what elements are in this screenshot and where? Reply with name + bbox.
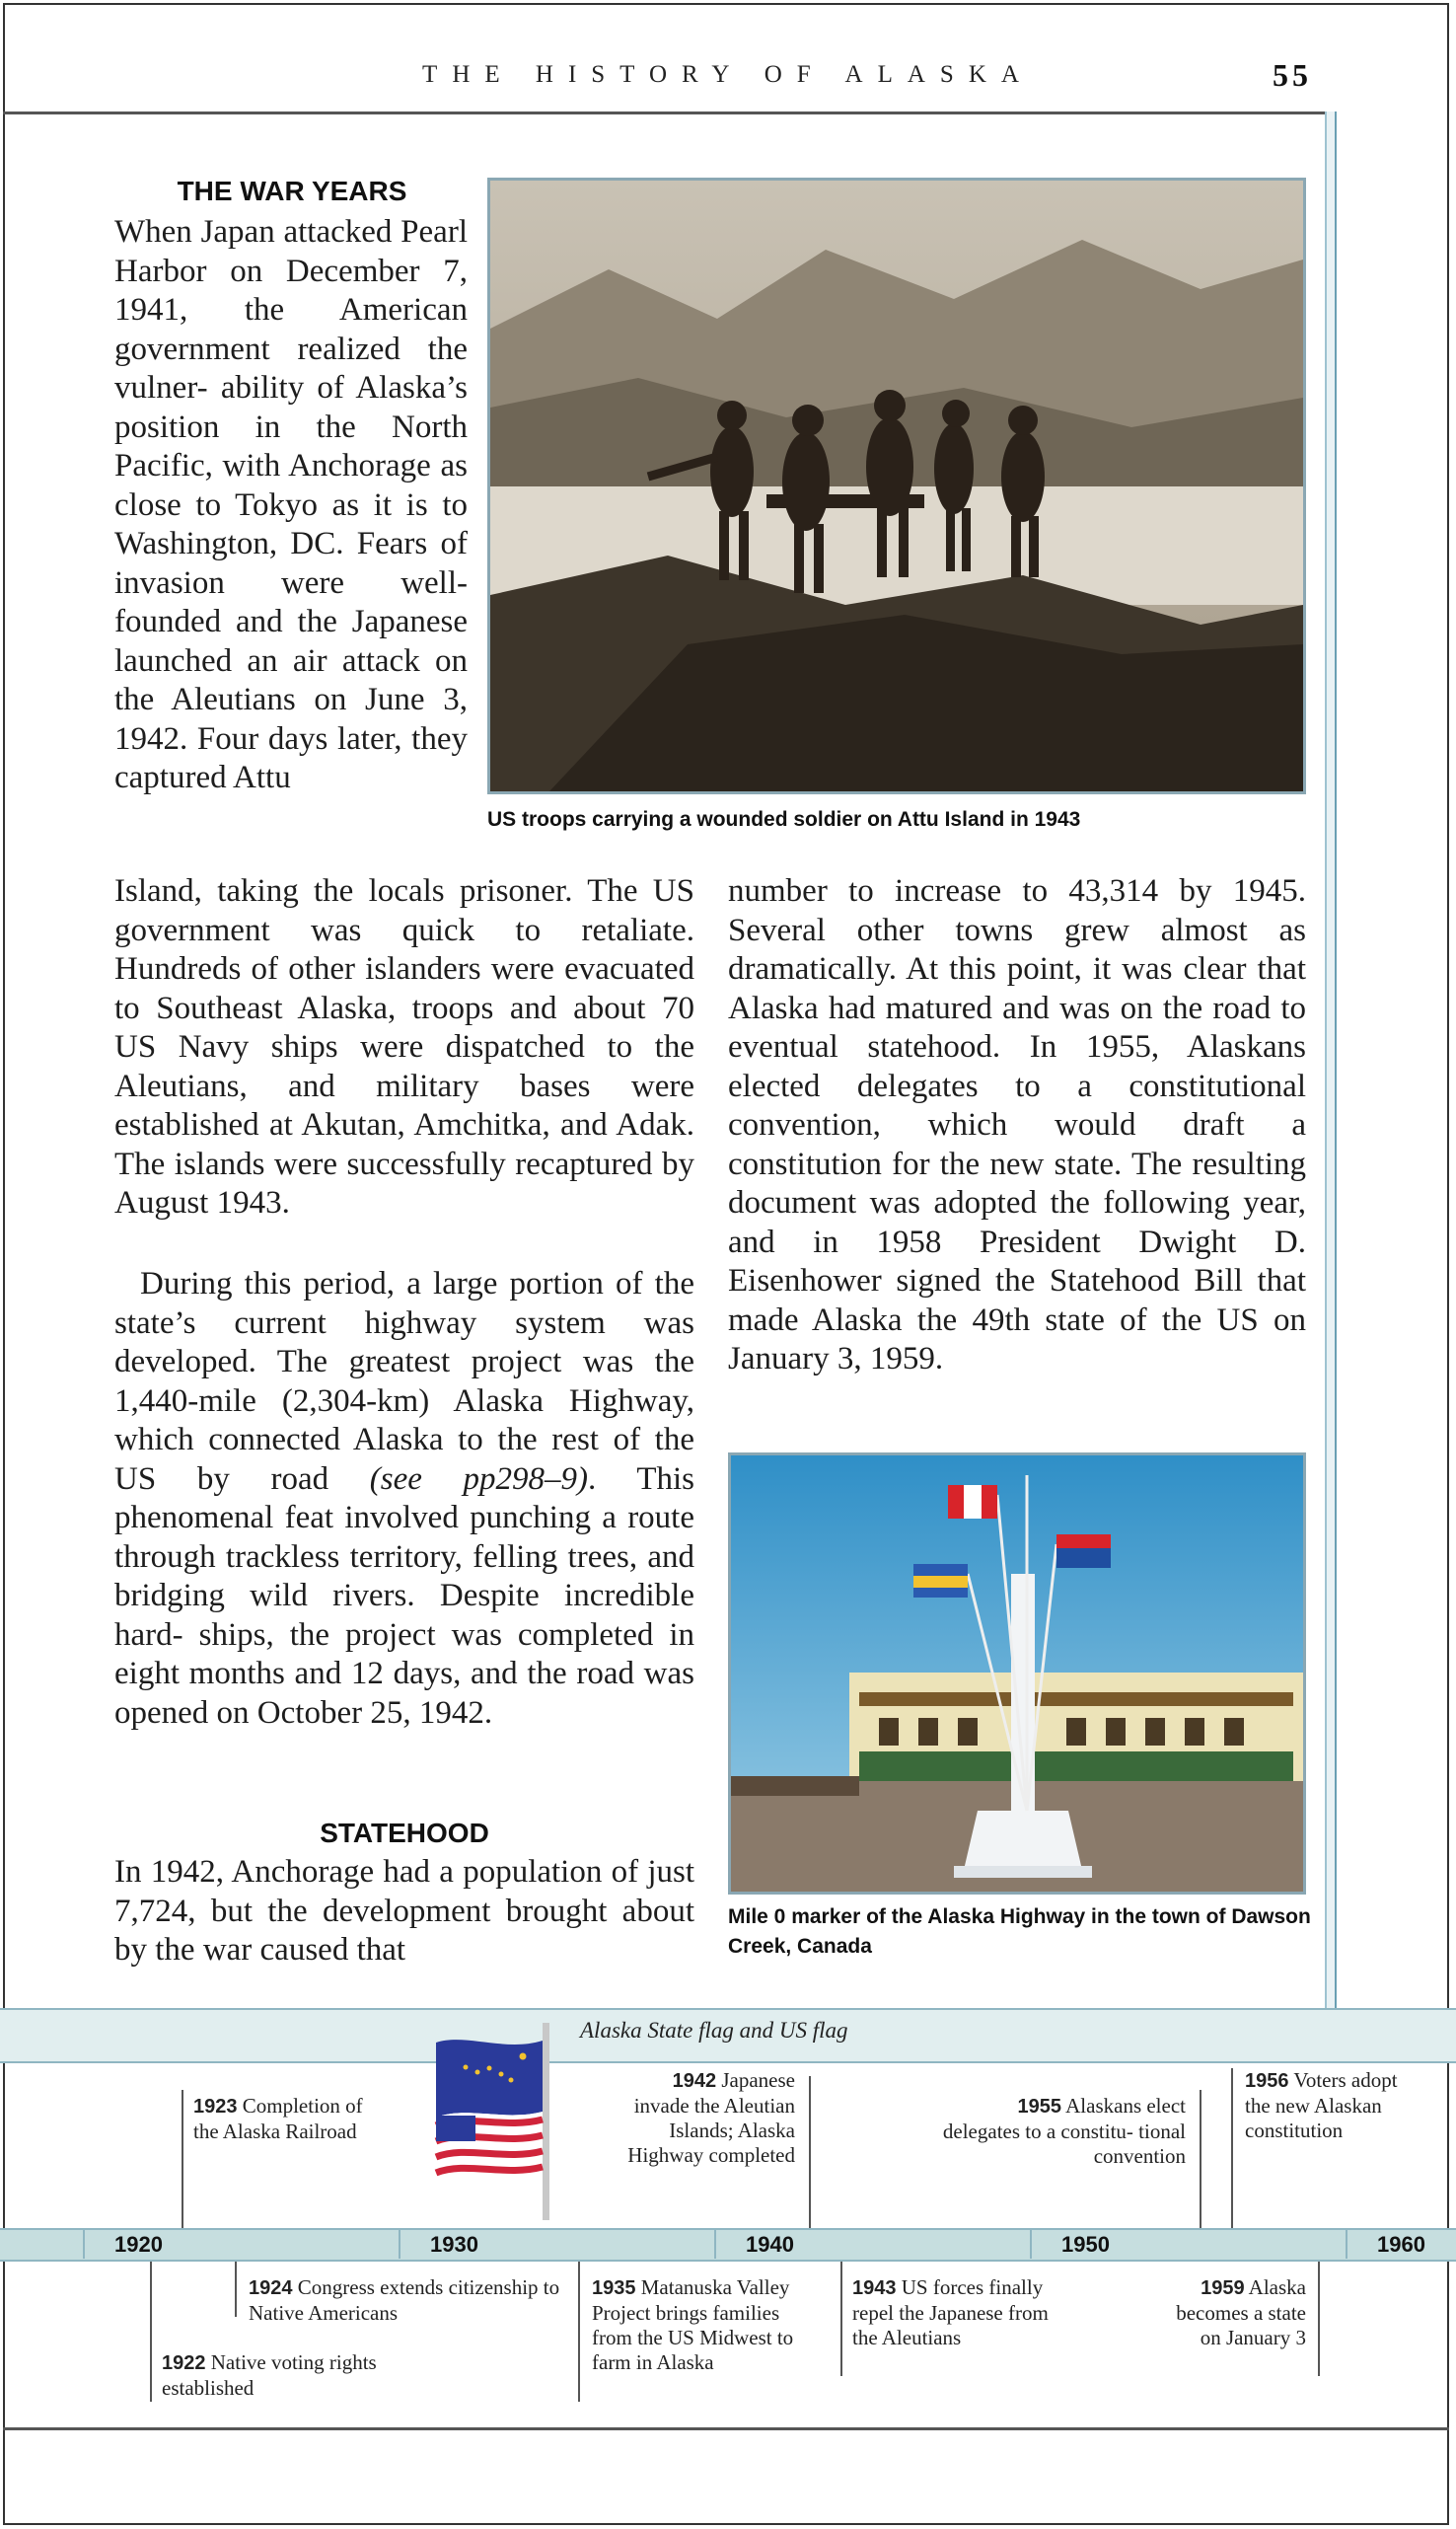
year-label-1950: 1950 xyxy=(1030,2229,1110,2259)
year-label-1930: 1930 xyxy=(399,2229,478,2259)
header-rule xyxy=(3,112,1331,114)
timeline-bottom-rule xyxy=(3,2427,1449,2430)
event-1943-year: 1943 xyxy=(852,2277,897,2299)
page-edge-decoration xyxy=(1325,112,1337,2013)
event-1959-year: 1959 xyxy=(1201,2277,1245,2299)
event-1935-text: Matanuska Valley Project brings families from the US Midwest to farm in Alaska xyxy=(592,2275,794,2374)
event-1956 xyxy=(1245,2068,1403,2143)
event-1942 xyxy=(614,2068,795,2168)
war-years-paragraph-2 xyxy=(114,1265,694,1733)
war-years-paragraph-1: When Japan attacked Pearl Harbor on December 7, 1941, the American government realized the vulner- ability of Alaska’s position in the North Pacific, with Anchorage as close to Tokyo as it is to Washington, DC. Fears of invasion were well-founded and the Japanese launched an air attack on the Aleutians on June 3, 1942. Four days later, they captured Attu xyxy=(114,214,468,795)
event-1922 xyxy=(162,2350,379,2401)
attu-island-photo xyxy=(487,178,1306,794)
war-years-paragraph-1-continued: Island, taking the locals prisoner. The US government was quick to retaliate. Hundreds of other islanders were evacuated to Southeast Alaska, troops and about 70 US Navy ships were dispatched to the Aleutians, and military bases were established at Akutan, Amchitka, and Adak. The islands were successfully recaptured by August 1943. xyxy=(114,873,694,1221)
event-1922-year: 1922 xyxy=(162,2352,206,2374)
statehood-paragraph-1: In 1942, Anchorage had a population of just 7,724, but the development brought about by the war caused that xyxy=(114,1854,694,1968)
year-label-1960: 1960 xyxy=(1346,2229,1425,2259)
event-1922-text: Native voting rights established xyxy=(162,2350,377,2400)
event-1923 xyxy=(193,2094,391,2144)
event-1922-tick xyxy=(150,2262,152,2402)
event-1943-tick xyxy=(840,2262,842,2376)
statehood-paragraph-1-continued: number to increase to 43,314 by 1945. Several other towns grew almost as dramatically. At this point, it was clear that Alaska had matured and was on the road to eventual statehood. In 1955, Alaskans elected delegates to a constitutional convention, which would draft a constitution for the new state. The resulting document was adopted the following year, and in 1958 President Dwight D. Eisenhower signed the Statehood Bill that made Alaska the 49th state of the US on January 3, 1959. xyxy=(728,873,1306,1376)
event-1923-tick xyxy=(182,2090,183,2228)
event-1959-tick xyxy=(1318,2262,1320,2376)
event-1956-text: Voters adopt the new Alaskan constitution xyxy=(1245,2068,1398,2142)
running-head: THE HISTORY OF ALASKA xyxy=(422,61,1034,88)
flags-illustration xyxy=(426,2023,564,2220)
mile-zero-marker-photo xyxy=(728,1452,1306,1895)
event-1924-year: 1924 xyxy=(249,2277,293,2299)
event-1935 xyxy=(592,2275,809,2375)
mile-zero-photo-caption: Mile 0 marker of the Alaska Highway in the town of Dawson Creek, Canada xyxy=(728,1905,1311,1958)
mile-zero-photo-illustration xyxy=(731,1455,1303,1892)
event-1924 xyxy=(249,2275,584,2326)
event-1956-tick xyxy=(1231,2068,1233,2228)
event-1955 xyxy=(939,2094,1186,2169)
year-label-1920: 1920 xyxy=(83,2229,163,2259)
event-1935-year: 1935 xyxy=(592,2277,636,2299)
event-1923-year: 1923 xyxy=(193,2096,238,2118)
war-years-heading: THE WAR YEARS xyxy=(177,176,407,206)
timeline-flag-caption: Alaska State flag and US flag xyxy=(580,2018,848,2043)
year-label-1940: 1940 xyxy=(714,2229,794,2259)
event-1959-text: Alaska becomes a state on January 3 xyxy=(1176,2275,1306,2349)
page-reference: (see pp298–9) xyxy=(369,1460,589,1497)
event-1943-text: US forces finally repel the Japanese from the Aleutians xyxy=(852,2275,1049,2349)
statehood-heading: STATEHOOD xyxy=(320,1818,489,1848)
event-1924-text: Congress extends citizenship to Native Americans xyxy=(249,2275,560,2325)
event-1942-text: Japanese invade the Aleutian Islands; Alaska Highway completed xyxy=(627,2068,795,2167)
event-1942-tick xyxy=(809,2076,811,2228)
event-1923-text: Completion of the Alaska Railroad xyxy=(193,2094,363,2143)
page-number: 55 xyxy=(1273,57,1312,93)
highway-text-2: . This phenomenal feat involved punching a route through trackless territory, felling trees, and bridging wild rivers. Despite incredible hard- ships, the project was completed in eight months and 12 days, and the road was opened on October 25, 1942. xyxy=(114,1460,694,1731)
event-1935-tick xyxy=(578,2262,580,2402)
attu-photo-illustration xyxy=(490,181,1303,791)
attu-photo-caption: US troops carrying a wounded soldier on Attu Island in 1943 xyxy=(487,808,1081,831)
event-1924-tick xyxy=(235,2262,237,2317)
highway-text-1: During this period, a large portion of the state’s current highway system was developed. The greatest project was the 1,440-mile (2,304-km) Alaska Highway, which connected Alaska to the rest of the US by road xyxy=(114,1266,694,1497)
event-1956-year: 1956 xyxy=(1245,2070,1289,2092)
event-1955-tick xyxy=(1200,2090,1201,2228)
event-1959 xyxy=(1150,2275,1306,2350)
event-1955-text: Alaskans elect delegates to a constitu- tional convention xyxy=(942,2094,1186,2168)
event-1943 xyxy=(852,2275,1050,2350)
event-1942-year: 1942 xyxy=(672,2070,717,2092)
event-1955-year: 1955 xyxy=(1017,2096,1062,2118)
